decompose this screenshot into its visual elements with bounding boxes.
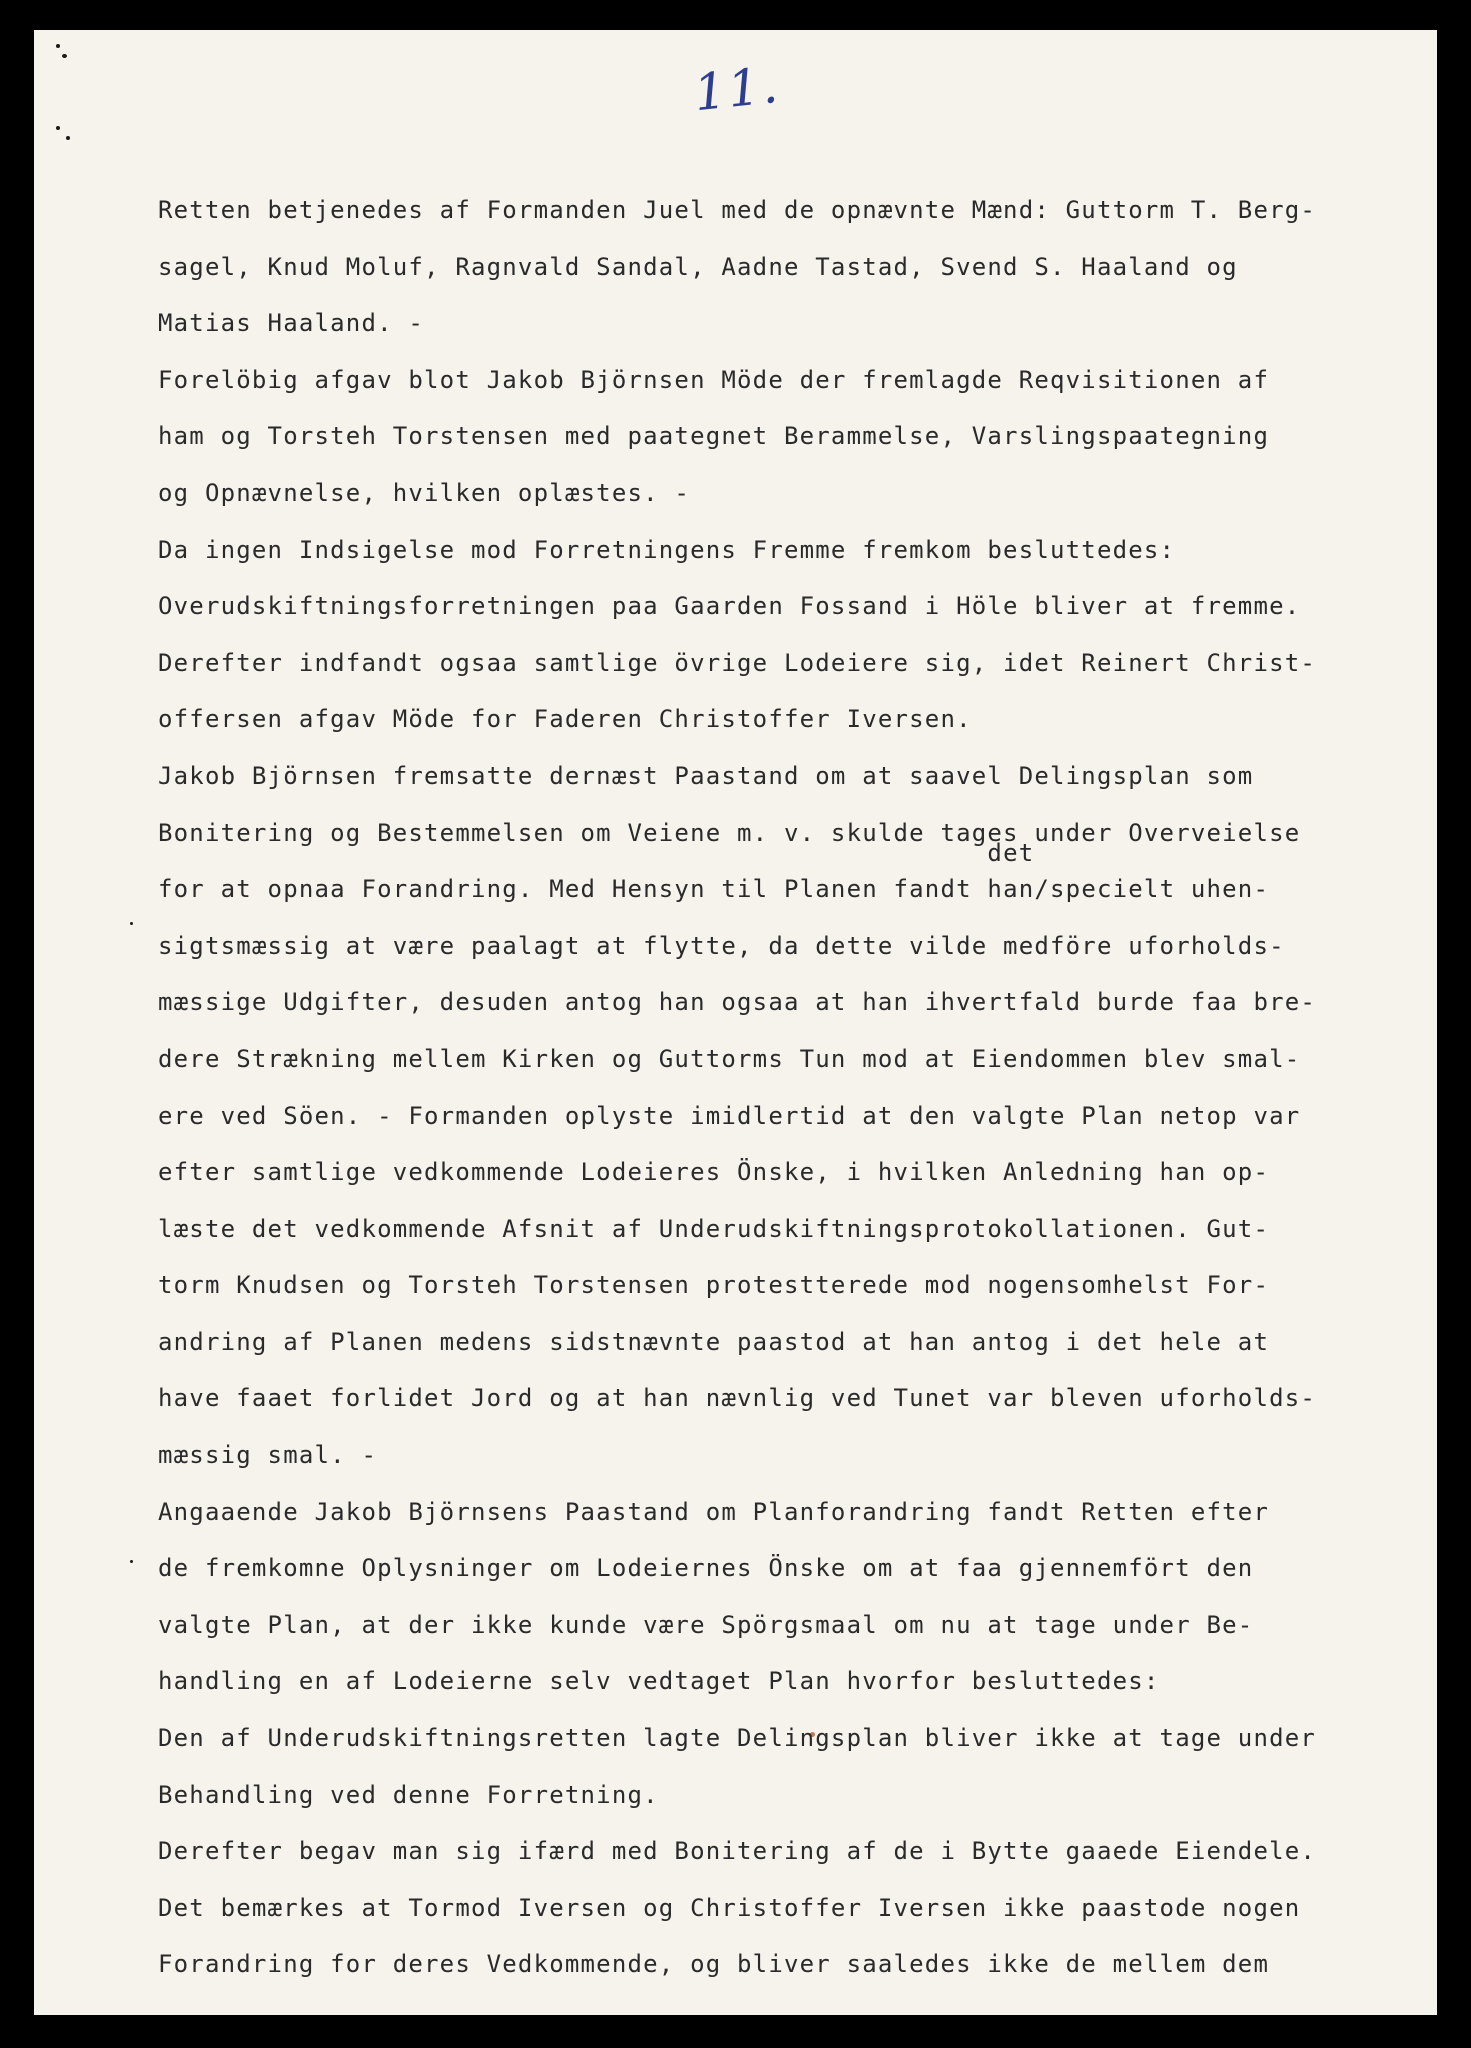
text-line: Derefter begav man sig ifærd med Bonitering af de i Bytte gaaede Eiendele.: [158, 1837, 1317, 1866]
text-line: de fremkomne Oplysninger om Lodeiernes Önske om at faa gjennemfört den: [158, 1554, 1254, 1583]
text-line: Angaaende Jakob Björnsens Paastand om Planforandring fandt Retten efter: [158, 1497, 1270, 1526]
text-line: Behandling ved denne Forretning.: [158, 1780, 659, 1809]
text-line: Da ingen Indsigelse mod Forretningens Fremme fremkom besluttedes:: [158, 535, 1176, 564]
scan-mark: [56, 126, 60, 130]
text-line-with-insertion: [158, 839, 1398, 918]
document-page: [34, 30, 1437, 2015]
text-line: Derefter indfandt ogsaa samtlige övrige Lodeiere sig, idet Reinert Christ-: [158, 648, 1317, 677]
scan-mark: [130, 1560, 133, 1563]
scan-mark: [130, 922, 133, 925]
page-number: 11.: [691, 55, 783, 123]
text-line: sigtsmæssig at være paalagt at flytte, da dette vilde medföre uforholds-: [158, 931, 1285, 960]
line-segment: for at opnaa Forandring. Med Hensyn til Planen fandt: [158, 875, 988, 904]
text-line: Det bemærkes at Tormod Iversen og Christoffer Iversen ikke paastode nogen: [158, 1893, 1301, 1922]
text-line: Overudskiftningsforretningen paa Gaarden Fossand i Höle bliver at fremme.: [158, 592, 1301, 621]
text-line: mæssig smal. -: [158, 1441, 378, 1470]
insertion-anchor: [987, 839, 1270, 904]
text-line: have faaet forlidet Jord og at han nævnlig ved Tunet var bleven uforholds-: [158, 1384, 1317, 1413]
text-line: Bonitering og Bestemmelsen om Veiene m. v. skulde tages under Overveielse: [158, 818, 1301, 847]
text-line: efter samtlige vedkommende Lodeieres Önske, i hvilken Anledning han op-: [158, 1158, 1270, 1187]
text-line: mæssige Udgifter, desuden antog han ogsaa at han ihvertfald burde faa bre-: [158, 988, 1317, 1017]
text-line: Retten betjenedes af Formanden Juel med de opnævnte Mænd: Guttorm T. Berg-: [158, 196, 1317, 224]
scan-mark: [62, 54, 67, 58]
text-line: ere ved Söen. - Formanden oplyste imidlertid at den valgte Plan netop var: [158, 1101, 1301, 1130]
text-line: dere Strækning mellem Kirken og Guttorms Tun mod at Eiendommen blev smal-: [158, 1044, 1301, 1073]
text-line: læste det vedkommende Afsnit af Underudskiftningsprotokollationen. Gut-: [158, 1214, 1270, 1243]
text-line: sagel, Knud Moluf, Ragnvald Sandal, Aadne Tastad, Svend S. Haaland og: [158, 252, 1238, 281]
interlinear-insertion: det: [987, 839, 1035, 868]
text-line: andring af Planen medens sidstnævnte paastod at han antog i det hele at: [158, 1327, 1270, 1356]
text-line: Forelöbig afgav blot Jakob Björnsen Möde der fremlagde Reqvisitionen af: [158, 365, 1270, 394]
typed-text-body: [158, 182, 1398, 1993]
text-line: ham og Torsteh Torstensen med paategnet Berammelse, Varslingspaategning: [158, 422, 1270, 451]
text-line: offersen afgav Möde for Faderen Christoffer Iversen.: [158, 705, 972, 734]
text-line: handling en af Lodeierne selv vedtaget Plan hvorfor besluttedes:: [158, 1667, 1160, 1696]
text-line: valgte Plan, at der ikke kunde være Spörgsmaal om nu at tage under Be-: [158, 1610, 1254, 1639]
line-segment: han/specielt uhen-: [987, 875, 1270, 904]
text-line: torm Knudsen og Torsteh Torstensen protestterede mod nogensomhelst For-: [158, 1271, 1270, 1300]
scan-mark: [56, 44, 60, 48]
text-line: Matias Haaland. -: [158, 309, 425, 338]
text-line: Den af Underudskiftningsretten lagte Delingsplan bliver ikke at tage under: [158, 1724, 1317, 1753]
scan-mark: [66, 136, 70, 140]
text-line: Forandring for deres Vedkommende, og bliver saaledes ikke de mellem dem: [158, 1950, 1270, 1979]
text-line: og Opnævnelse, hvilken oplæstes. -: [158, 478, 691, 507]
text-line: Jakob Björnsen fremsatte dernæst Paastand om at saavel Delingsplan som: [158, 761, 1254, 790]
